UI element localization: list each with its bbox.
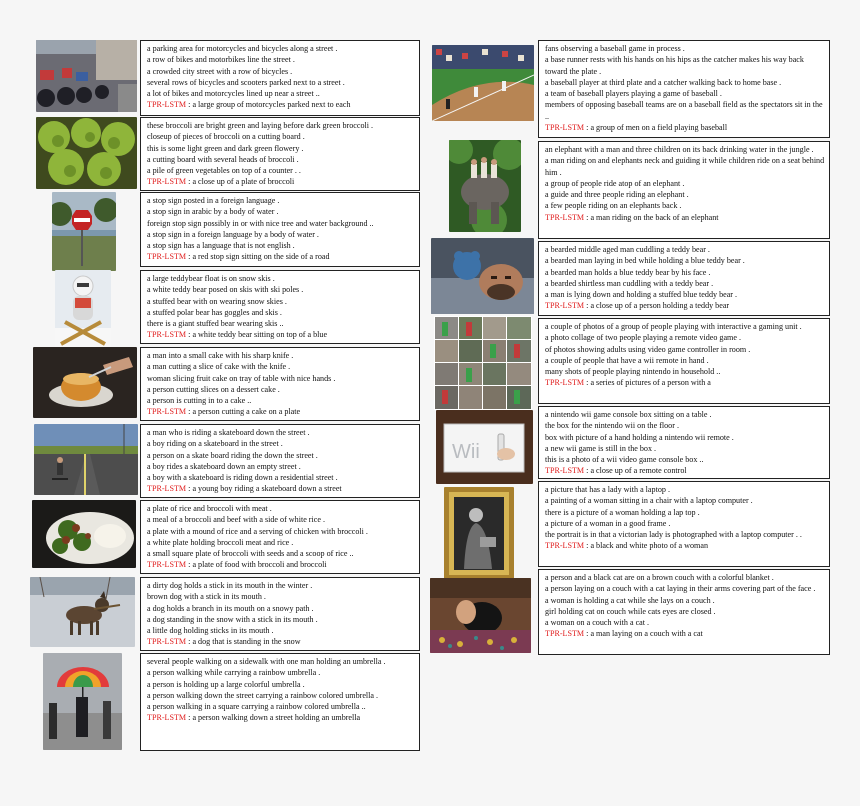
prediction-line [147,99,415,110]
caption-line: box with picture of a hand holding a nintendo wii remote . [545,432,734,442]
prediction-line [147,712,415,723]
caption-line: a person laying on a couch with a cat laying in their arms covering part of the face . [545,584,816,594]
prediction-line [545,540,825,551]
prediction-text: a man laying on a couch with a cat [590,629,703,639]
prediction-separator: : [186,252,193,262]
prediction-text: a series of pictures of a person with a [590,378,711,388]
caption-line: a new wii game is still in the box . [545,443,657,453]
caption-line: this is some light green and dark green flowery . [147,143,304,153]
caption-panel [538,318,830,404]
caption-panel [538,406,830,479]
caption-line: a man is lying down and holding a stuffed blue teddy bear . [545,290,738,300]
person-and-cat-photo [430,578,531,653]
caption-line: a crowded city street with a row of bicycles . [147,66,293,76]
caption-line: a baseball player at third plate and a catcher walking back to home base . [545,77,782,87]
caption-panel [140,347,420,421]
caption-panel [140,653,420,751]
caption-line: a boy riding on a skateboard in the street . [147,439,283,449]
prediction-separator: : [186,100,193,110]
prediction-tag: TPR-LSTM [545,123,585,133]
caption-line: a couple of people that have a wii remote in hand . [545,355,709,365]
prediction-tag: TPR-LSTM [545,541,585,551]
caption-line: a person walking in a square carrying a rainbow colored umbrella .. [147,702,366,712]
prediction-text: a plate of food with broccoli and broccoli [192,560,327,570]
caption-panel [140,424,420,498]
prediction-text: a white teddy bear sitting on top of a blue [192,330,328,340]
caption-line: a painting of a woman sitting in a chair with a laptop computer . [545,496,753,506]
prediction-line [545,377,825,388]
prediction-separator: : [584,541,591,551]
prediction-separator: : [584,123,591,133]
caption-panel [538,481,830,567]
prediction-text: a man riding on the back of an elephant [590,212,719,222]
caption-line: a stop sign in a foreign language by a body of water . [147,229,319,239]
caption-line: a stuffed polar bear has goggles and skis . [147,307,282,317]
caption-line: a bearded man laying in bed while holding a blue teddy bear . [545,256,745,266]
caption-line: a woman is holding a cat while she lays on a couch . [545,595,715,605]
prediction-tag: TPR-LSTM [147,560,187,570]
caption-line: this is a photo of a wii video game console box .. [545,455,704,465]
teddybear-on-snow-photo [55,270,111,348]
prediction-separator: : [186,177,193,187]
caption-line: the portrait is in that a victorian lady is photographed with a laptop computer . . [545,530,802,540]
prediction-line [147,559,415,570]
cake-cutting-photo [33,347,137,418]
caption-line: a plate of rice and broccoli with meat . [147,504,272,513]
caption-panel [140,40,420,116]
caption-line: a boy rides a skateboard down an empty street . [147,461,301,471]
caption-line: a stuffed bear with on wearing snow skies . [147,296,287,306]
motorcycles-parked-photo [36,40,137,112]
caption-line: a team of baseball players playing a game of baseball . [545,89,722,99]
prediction-tag: TPR-LSTM [545,629,585,639]
prediction-text: a person walking down a street holding an umbrella [192,713,361,723]
caption-line: the box for the nintendo wii on the floor . [545,421,679,431]
caption-line: a parking area for motorcycles and bicycles along a street . [147,44,338,53]
caption-line: a bearded shirtless man cuddling with a teddy bear . [545,278,714,288]
framed-portrait-photo [444,487,514,580]
caption-panel [140,577,420,651]
caption-line: a person and a black cat are on a brown couch with a colorful blanket . [545,573,774,582]
caption-line: a dog holds a branch in its mouth on a snowy path . [147,603,314,613]
caption-line: a man into a small cake with his sharp knife . [147,351,294,360]
caption-line: a row of bikes and motorbikes line the street . [147,55,295,65]
stop-sign-photo [52,192,116,271]
caption-line: a dog standing in the snow with a stick in its mouth . [147,614,318,624]
prediction-text: a red stop sign sitting on the side of a road [192,252,330,262]
caption-panel [140,270,420,344]
caption-line: an elephant with a man and three children on its back drinking water in the jungle . [545,145,814,154]
prediction-line [545,628,825,639]
caption-line: a person walking down the street carrying a rainbow colored umbrella . [147,690,379,700]
caption-line: a nintendo wii game console box sitting on a table . [545,410,712,419]
prediction-text: a large group of motorcycles parked next to each [192,100,351,110]
caption-line: a group of people ride atop of an elephant . [545,178,685,188]
prediction-line [147,406,415,417]
caption-line: a dirty dog holds a stick in its mouth in the winter . [147,581,313,590]
prediction-tag: TPR-LSTM [147,484,187,494]
rice-and-broccoli-photo [32,500,136,568]
prediction-separator: : [186,637,193,647]
skateboarder-street-photo [34,424,138,495]
prediction-text: a close up of a plate of broccoli [192,177,295,187]
caption-line: woman slicing fruit cake on tray of table with nice hands . [147,373,336,383]
caption-line: a large teddybear float is on snow skis . [147,274,275,283]
caption-line: a plate with a mound of rice and a serving of chicken with broccoli . [147,526,368,536]
prediction-text: a close up of a remote control [590,466,687,476]
broccoli-photo [36,117,137,189]
caption-panel [538,40,830,138]
prediction-text: a group of men on a field playing baseball [590,123,728,133]
video-game-collage-photo [434,316,532,410]
caption-panel [538,569,830,655]
rainbow-umbrella-photo [43,653,122,750]
prediction-tag: TPR-LSTM [147,100,187,110]
caption-line: a base runner rests with his hands on his hips as the catcher makes his way back toward the plate . [545,55,804,76]
prediction-text: a close up of a person holding a teddy bear [590,301,730,311]
caption-line: a bearded middle aged man cuddling a teddy bear . [545,245,710,254]
prediction-separator: : [186,484,193,494]
caption-line: a stop sign has a language that is not english . [147,241,295,251]
prediction-line [147,251,415,262]
prediction-text: a young boy riding a skateboard down a street [192,484,342,494]
elephant-riders-photo [449,140,521,232]
prediction-tag: TPR-LSTM [545,378,585,388]
prediction-line [545,122,825,133]
caption-line: foreign stop sign possibly in or with nice tree and water background .. [147,218,374,228]
prediction-separator: : [584,466,591,476]
caption-line: of photos showing adults using video game controller in room . [545,344,751,354]
caption-line: girl holding cat on couch while cats eyes are closed . [545,606,716,616]
caption-line: brown dog with a stick in its mouth . [147,592,266,602]
caption-panel [140,192,420,267]
prediction-tag: TPR-LSTM [147,330,187,340]
prediction-line [147,329,415,340]
prediction-separator: : [584,378,591,388]
prediction-separator: : [584,301,591,311]
caption-line: a cutting board with several heads of broccoli . [147,154,299,164]
prediction-text: a person cutting a cake on a plate [192,407,301,417]
prediction-tag: TPR-LSTM [545,466,585,476]
caption-line: a picture of a woman in a good frame . [545,518,671,528]
caption-line: a bearded man holds a blue teddy bear by his face . [545,267,711,277]
prediction-separator: : [186,407,193,417]
prediction-text: a dog that is standing in the snow [192,637,301,647]
prediction-tag: TPR-LSTM [147,407,187,417]
caption-line: a person on a skate board riding the down the street . [147,450,318,460]
prediction-line [545,212,825,223]
prediction-separator: : [186,330,193,340]
caption-line: a lot of bikes and motorcycles lined up near a street .. [147,89,320,99]
caption-line: a white plate holding broccoli meat and rice . [147,537,294,547]
caption-panel [538,141,830,239]
caption-line: a person walking while carrying a rainbow umbrella . [147,668,321,678]
prediction-line [545,465,825,476]
caption-line: many shots of people playing nintendo in household .. [545,367,721,377]
wii-box-photo [436,410,533,484]
caption-line: a few people riding on an elephants back . [545,201,682,211]
caption-line: a stop sign in arabic by a body of water . [147,207,279,217]
caption-line: a man riding on and elephants neck and guiding it while children ride on a seat behind him . [545,156,825,177]
prediction-tag: TPR-LSTM [147,177,187,187]
caption-line: several people walking on a sidewalk with one man holding an umbrella . [147,657,386,666]
caption-line: fans observing a baseball game in process . [545,44,685,53]
caption-line: a person is holding up a large colorful umbrella . [147,679,305,689]
svg-text:Wii: Wii [452,441,480,463]
prediction-tag: TPR-LSTM [545,301,585,311]
caption-line: a couple of photos of a group of people playing with interactive a gaming unit . [545,322,802,331]
caption-line: a woman on a couch with a cat . [545,618,650,628]
caption-line: a picture that has a lady with a laptop . [545,485,670,494]
caption-line: there is a giant stuffed bear wearing skis .. [147,319,284,329]
prediction-line [147,176,415,187]
caption-panel [140,500,420,574]
caption-line: a photo collage of two people playing a remote video game . [545,333,741,343]
prediction-line [545,300,825,311]
caption-line: a person cutting slices on a dessert cake . [147,384,280,394]
caption-line: members of opposing baseball teams are on a baseball field as the spectators sit in the .. [545,100,823,121]
prediction-tag: TPR-LSTM [147,713,187,723]
prediction-separator: : [186,560,193,570]
caption-line: a white teddy bear posed on skis with ski poles . [147,285,304,295]
prediction-tag: TPR-LSTM [545,212,585,222]
caption-line: a little dog holding sticks in its mouth . [147,626,274,636]
prediction-separator: : [186,713,193,723]
caption-line: a meal of a broccoli and beef with a side of white rice . [147,515,325,525]
caption-line: closeup of pieces of broccoli on a cutting board . [147,132,305,142]
caption-line: several rows of bicycles and scooters parked next to a street . [147,77,345,87]
prediction-tag: TPR-LSTM [147,252,187,262]
dog-in-snow-photo [30,577,135,647]
man-with-teddy-bear-photo [431,238,534,314]
caption-line: a pile of green vegetables on top of a counter . . [147,166,301,176]
caption-line: a man cutting a slice of cake with the knife . [147,362,291,372]
prediction-tag: TPR-LSTM [147,637,187,647]
caption-line: a man who is riding a skateboard down the street . [147,428,310,437]
caption-line: a guide and three people riding an elephant . [545,190,689,200]
caption-line: a boy with a skateboard is riding down a residential street . [147,473,338,483]
caption-panel [538,241,830,316]
caption-line: a stop sign posted in a foreign language . [147,196,280,205]
caption-panel [140,117,420,191]
baseball-game-photo [432,45,534,121]
caption-line: these broccoli are bright green and laying before dark green broccoli . [147,121,374,130]
prediction-separator: : [584,629,591,639]
prediction-line [147,636,415,647]
prediction-line [147,483,415,494]
prediction-text: a black and white photo of a woman [590,541,708,551]
caption-line: there is a picture of a woman holding a lap top . [545,507,700,517]
caption-line: a person is cutting in to a cake .. [147,396,252,406]
prediction-separator: : [584,212,591,222]
caption-line: a small square plate of broccoli with seeds and a scoop of rice .. [147,549,354,559]
